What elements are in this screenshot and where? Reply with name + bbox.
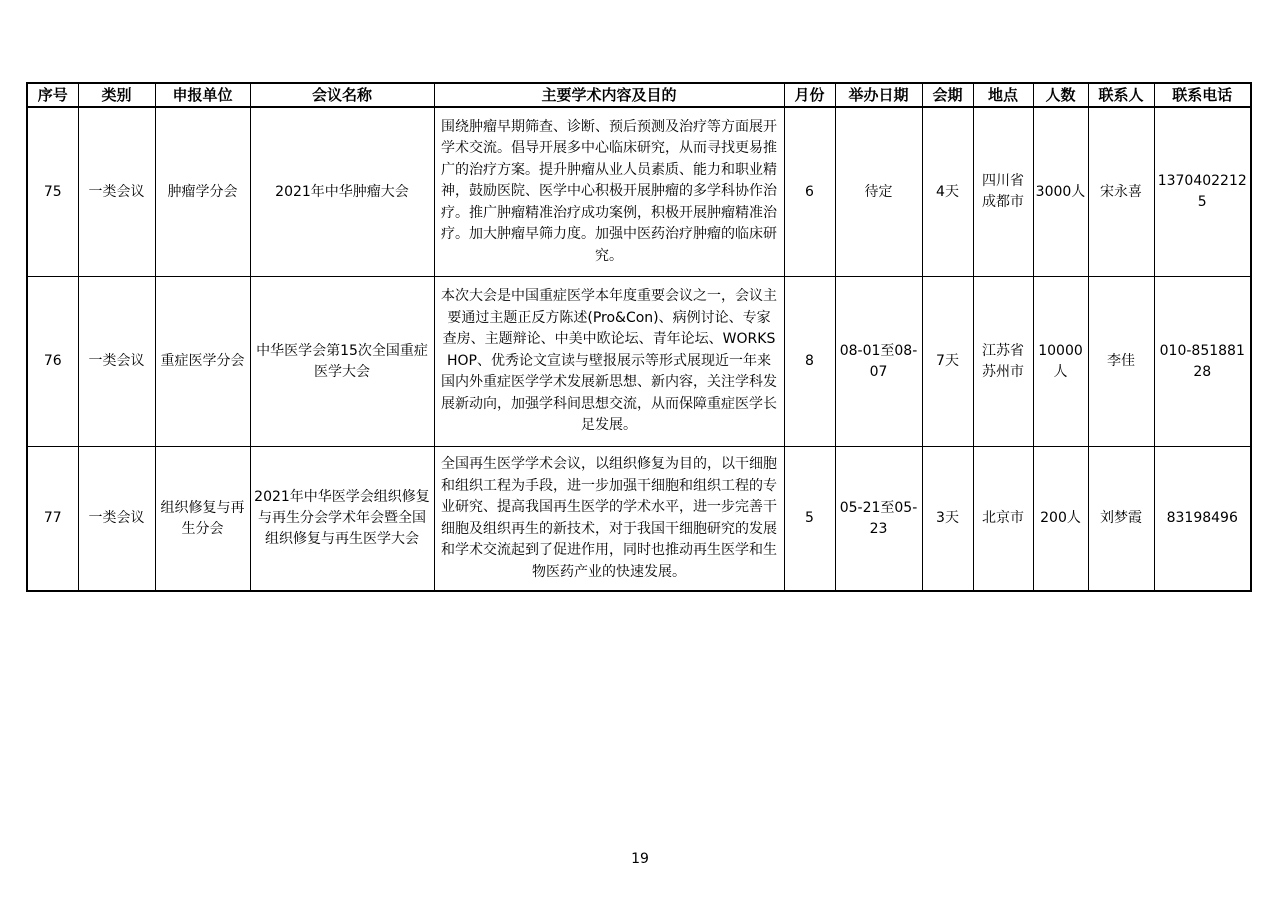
cell-contact: 刘梦霞 [1088,447,1154,592]
cell-content: 围绕肿瘤早期筛查、诊断、预后预测及治疗等方面展开学术交流。倡导开展多中心临床研究，从而寻找更易推广的治疗方案。提升肿瘤从业人员素质、能力和职业精神，鼓励医院、医学中心积极开展肿瘤的多学科协作治疗。推广肿瘤精准治疗成功案例，积极开展肿瘤精准治疗。加大肿瘤早筛力度。加强中医药治疗肿瘤的临床研究。 [434,107,784,277]
cell-month: 5 [784,447,835,592]
cell-meeting-name: 中华医学会第15次全国重症医学大会 [250,277,434,447]
header-meeting-name: 会议名称 [250,83,434,107]
cell-date: 05-21至05-23 [835,447,922,592]
cell-contact: 李佳 [1088,277,1154,447]
cell-phone: 13704022125 [1154,107,1251,277]
cell-date: 待定 [835,107,922,277]
cell-meeting-name: 2021年中华肿瘤大会 [250,107,434,277]
cell-category: 一类会议 [78,107,155,277]
table-row [27,107,1251,277]
header-content: 主要学术内容及目的 [434,83,784,107]
cell-unit: 肿瘤学分会 [155,107,250,277]
cell-no: 77 [27,447,78,592]
cell-attendance: 200人 [1033,447,1088,592]
header-attendance: 人数 [1033,83,1088,107]
cell-category: 一类会议 [78,447,155,592]
header-month: 月份 [784,83,835,107]
cell-attendance: 10000人 [1033,277,1088,447]
table-row [27,277,1251,447]
table-row [27,447,1251,592]
cell-location: 江苏省苏州市 [973,277,1033,447]
header-date: 举办日期 [835,83,922,107]
cell-attendance: 3000人 [1033,107,1088,277]
meeting-table [26,82,1252,592]
header-no: 序号 [27,83,78,107]
header-location: 地点 [973,83,1033,107]
cell-phone: 83198496 [1154,447,1251,592]
cell-duration: 3天 [922,447,973,592]
cell-content: 本次大会是中国重症医学本年度重要会议之一，会议主要通过主题正反方陈述(Pro&Con)、病例讨论、专家查房、主题辩论、中美中欧论坛、青年论坛、WORKSHOP、优秀论文宣读与壁报展示等形式展现近一年来国内外重症医学学术发展新思想、新内容，关注学科发展新动向，加强学科间思想交流，从而保障重症医学长足发展。 [434,277,784,447]
header-unit: 申报单位 [155,83,250,107]
cell-duration: 4天 [922,107,973,277]
cell-month: 8 [784,277,835,447]
cell-contact: 宋永喜 [1088,107,1154,277]
header-contact: 联系人 [1088,83,1154,107]
cell-location: 北京市 [973,447,1033,592]
cell-unit: 重症医学分会 [155,277,250,447]
header-phone: 联系电话 [1154,83,1251,107]
page-number: 19 [631,851,649,867]
cell-category: 一类会议 [78,277,155,447]
header-category: 类别 [78,83,155,107]
cell-content: 全国再生医学学术会议，以组织修复为目的，以干细胞和组织工程为手段，进一步加强干细胞和组织工程的专业研究、提高我国再生医学的学术水平，进一步完善干细胞及组织再生的新技术，对于我国干细胞研究的发展和学术交流起到了促进作用，同时也推动再生医学和生物医药产业的快速发展。 [434,447,784,592]
cell-duration: 7天 [922,277,973,447]
cell-meeting-name: 2021年中华医学会组织修复与再生分会学术年会暨全国组织修复与再生医学大会 [250,447,434,592]
cell-phone: 010-85188128 [1154,277,1251,447]
header-duration: 会期 [922,83,973,107]
cell-month: 6 [784,107,835,277]
cell-no: 76 [27,277,78,447]
table-header-row [27,83,1251,107]
cell-location: 四川省成都市 [973,107,1033,277]
cell-no: 75 [27,107,78,277]
cell-unit: 组织修复与再生分会 [155,447,250,592]
cell-date: 08-01至08-07 [835,277,922,447]
